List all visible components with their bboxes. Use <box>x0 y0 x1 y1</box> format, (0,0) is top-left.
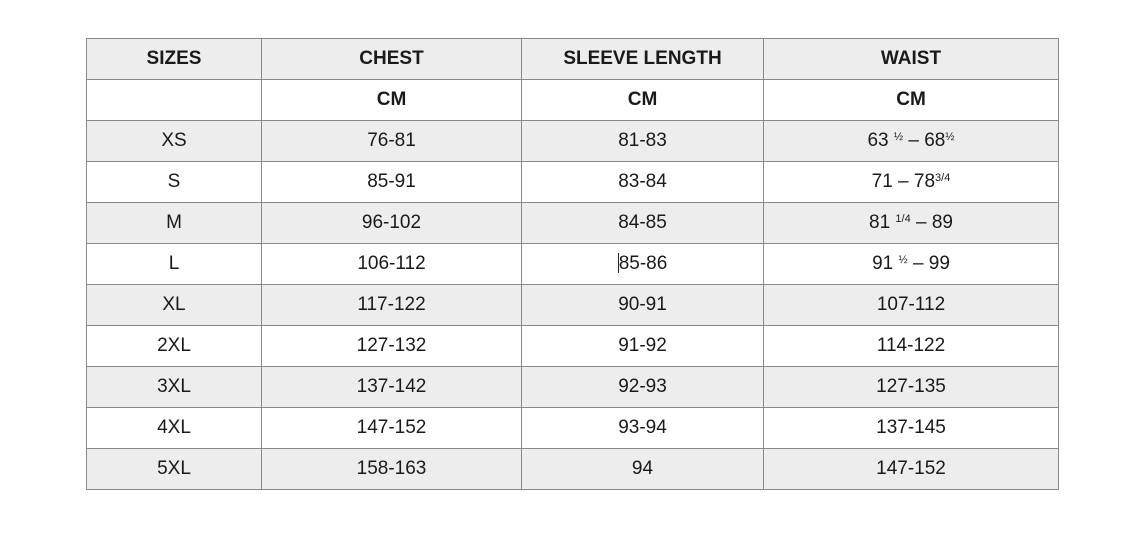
waist-cell <box>764 203 1059 244</box>
sleeve-length-value: 85-86 <box>618 253 668 274</box>
table-row <box>87 449 1059 490</box>
size-cell: XS <box>87 121 262 162</box>
chest-cell: 85-91 <box>262 162 522 203</box>
waist-value-part: 81 <box>869 212 896 233</box>
header-sleeve-length: SLEEVE LENGTH <box>522 39 764 80</box>
table-body <box>87 80 1059 490</box>
fraction-superscript: ½ <box>893 131 904 143</box>
chest-cell: 106-112 <box>262 244 522 285</box>
header-row <box>87 39 1059 80</box>
waist-value-part: 127-135 <box>876 376 946 397</box>
unit-waist: CM <box>764 80 1059 121</box>
table-row <box>87 408 1059 449</box>
size-cell: M <box>87 203 262 244</box>
waist-cell <box>764 449 1059 490</box>
table-row <box>87 203 1059 244</box>
sleeve-length-cell: 81-83 <box>522 121 764 162</box>
waist-cell <box>764 285 1059 326</box>
table-row <box>87 121 1059 162</box>
unit-sleeve-length: CM <box>522 80 764 121</box>
table-row <box>87 162 1059 203</box>
unit-row <box>87 80 1059 121</box>
waist-value-part: – 68 <box>903 130 946 151</box>
size-cell: 5XL <box>87 449 262 490</box>
waist-cell <box>764 162 1059 203</box>
chest-cell: 147-152 <box>262 408 522 449</box>
size-cell: L <box>87 244 262 285</box>
waist-value-part: 107-112 <box>876 294 946 315</box>
waist-cell <box>764 367 1059 408</box>
waist-value-part: 147-152 <box>876 458 946 479</box>
table-row <box>87 285 1059 326</box>
fraction-superscript: 3/4 <box>935 172 951 184</box>
header-sizes: SIZES <box>87 39 262 80</box>
size-cell: 3XL <box>87 367 262 408</box>
size-cell: 2XL <box>87 326 262 367</box>
waist-value-part: 114-122 <box>876 335 946 356</box>
waist-cell <box>764 326 1059 367</box>
waist-value-part: – 89 <box>910 212 953 233</box>
sleeve-length-cell: 90-91 <box>522 285 764 326</box>
sleeve-length-cell: 92-93 <box>522 367 764 408</box>
table-row <box>87 367 1059 408</box>
size-cell: S <box>87 162 262 203</box>
waist-value-part: 137-145 <box>876 417 946 438</box>
sleeve-length-cell: 83-84 <box>522 162 764 203</box>
header-waist: WAIST <box>764 39 1059 80</box>
waist-cell <box>764 121 1059 162</box>
sleeve-length-cell: 94 <box>522 449 764 490</box>
chest-cell: 158-163 <box>262 449 522 490</box>
table-row <box>87 244 1059 285</box>
unit-sizes <box>87 80 262 121</box>
waist-value-part: – 99 <box>907 253 950 274</box>
chest-cell: 96-102 <box>262 203 522 244</box>
size-cell: XL <box>87 285 262 326</box>
unit-chest: CM <box>262 80 522 121</box>
fraction-superscript: 1/4 <box>895 213 911 225</box>
waist-value-part: 91 <box>872 253 899 274</box>
waist-value-part: 63 <box>867 130 894 151</box>
sleeve-length-cell: 91-92 <box>522 326 764 367</box>
header-chest: CHEST <box>262 39 522 80</box>
chest-cell: 117-122 <box>262 285 522 326</box>
sleeve-length-cell: 93-94 <box>522 408 764 449</box>
chest-cell: 137-142 <box>262 367 522 408</box>
table-row <box>87 326 1059 367</box>
waist-cell <box>764 408 1059 449</box>
fraction-superscript: ½ <box>945 131 955 143</box>
size-cell: 4XL <box>87 408 262 449</box>
fraction-superscript: ½ <box>898 254 908 266</box>
waist-value-part: 71 – 78 <box>871 171 936 192</box>
chest-cell: 76-81 <box>262 121 522 162</box>
size-chart-table <box>86 38 1059 490</box>
chest-cell: 127-132 <box>262 326 522 367</box>
sleeve-length-cell: 84-85 <box>522 203 764 244</box>
waist-cell <box>764 244 1059 285</box>
sleeve-length-cell <box>522 244 764 285</box>
